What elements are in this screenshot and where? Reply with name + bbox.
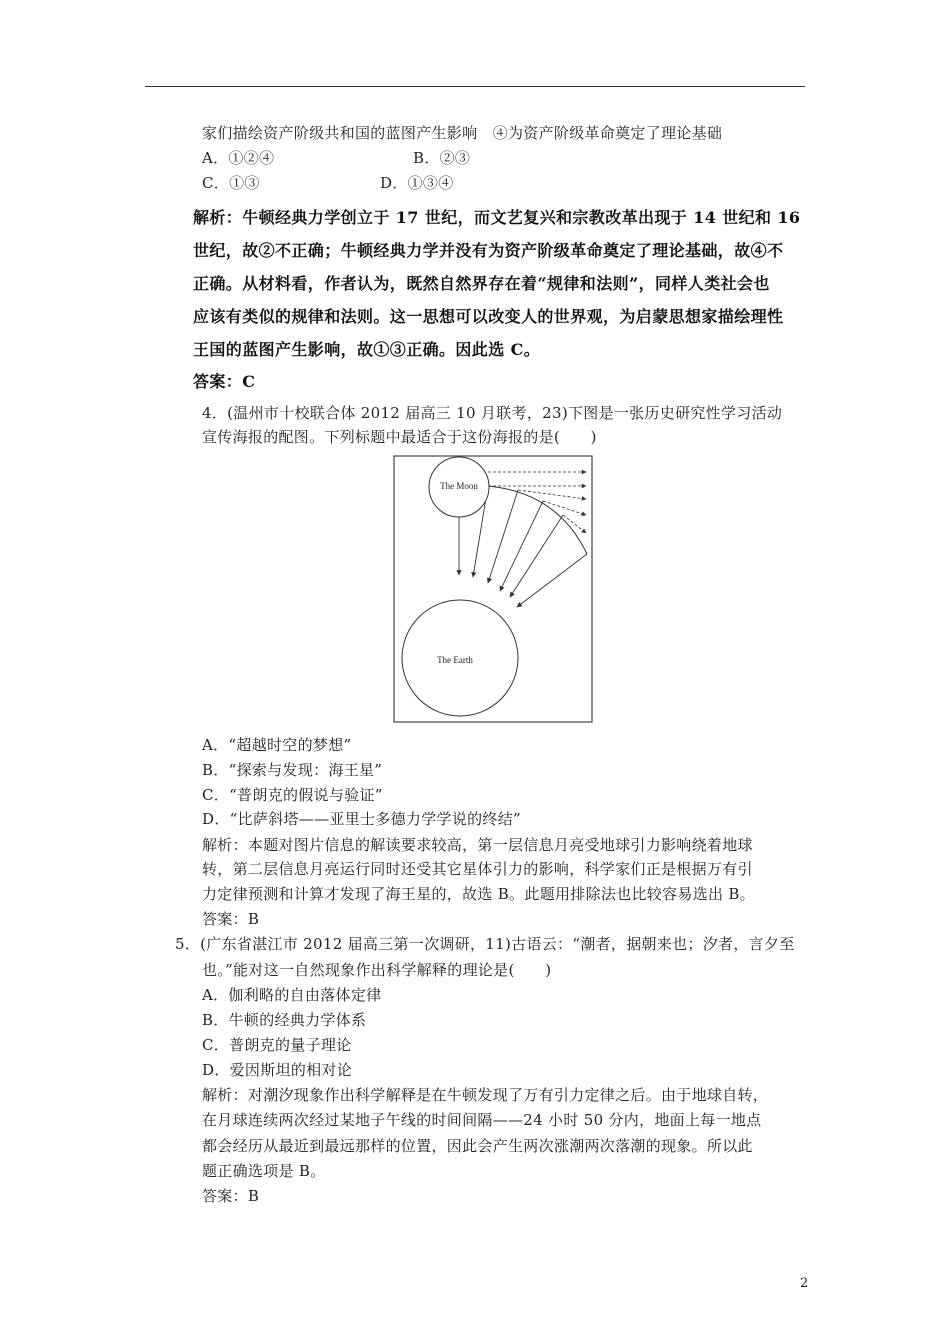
option-a: A．①②④ (202, 149, 275, 167)
page-number: 2 (800, 1276, 809, 1291)
moon-earth-figure (393, 455, 593, 723)
option-d: D．①③④ (380, 174, 454, 192)
option-b: B．②③ (413, 149, 471, 167)
option-a: A．伽利略的自由落体定律 (202, 986, 382, 1004)
explanation-line: 转，第二层信息月亮运行同时还受其它星体引力的影响，科学家们正是根据万有引 (202, 860, 753, 878)
explanation-line: 题正确选项是 B。 (202, 1162, 326, 1180)
answer-line: 答案：C (193, 372, 256, 391)
explanation-line: 都会经历从最近到最远那样的位置，因此会产生两次涨潮两次落潮的现象。所以此 (202, 1137, 753, 1155)
explanation-line: 解析：对潮汐现象作出科学解释是在牛顿发现了万有引力定律之后。由于地球自转， (202, 1086, 769, 1104)
explanation-line: 力定律预测和计算才发现了海王星的，故选 B。此题用排除法也比较容易选出 B。 (202, 885, 755, 903)
earth-label: The Earth (437, 655, 473, 665)
explanation-line: 正确。从材料看，作者认为，既然自然界存在着“规律和法则”，同样人类社会也 (193, 274, 770, 293)
header-rule (145, 86, 805, 87)
option-c: C．①③ (202, 174, 260, 192)
explanation-line: 应该有类似的规律和法则。这一思想可以改变人的世界观，为启蒙思想家描绘理性 (193, 307, 784, 326)
answer-line: 答案：B (202, 1187, 260, 1205)
answer-line: 答案：B (202, 910, 260, 928)
option-a: A．“超越时空的梦想” (202, 736, 352, 754)
option-b: B．牛顿的经典力学体系 (202, 1011, 367, 1029)
question-4-text: 宣传海报的配图。下列标题中最适合于这份海报的是( ) (202, 428, 597, 446)
option-d: D．爱因斯坦的相对论 (202, 1061, 353, 1079)
explanation-line: 解析：本题对图片信息的解读要求较高，第一层信息月亮受地球引力影响绕着地球 (202, 836, 753, 854)
moon-label: The Moon (440, 481, 478, 491)
option-d: D．“比萨斜塔——亚里士多德力学学说的终结” (202, 810, 521, 828)
question-5-text: 也。”能对这一自然现象作出科学解释的理论是( ) (202, 961, 552, 979)
explanation-line: 王国的蓝图产生影响，故①③正确。因此选 C。 (193, 340, 541, 359)
option-b: B．“探索与发现：海王星” (202, 761, 383, 779)
question-4-text: 4．(温州市十校联合体 2012 届高三 10 月联考，23)下图是一张历史研究性学习活动 (202, 404, 783, 422)
explanation-line: 解析：牛顿经典力学创立于 17 世纪，而文艺复兴和宗教改革出现于 14 世纪和 16 (193, 208, 801, 227)
question-5-text: 5．(广东省湛江市 2012 届高三第一次调研，11)古语云：“潮者，据朝来也；汐者，言夕至 (175, 935, 795, 953)
option-c: C．“普朗克的假说与验证” (202, 786, 383, 804)
option-c: C．普朗克的量子理论 (202, 1036, 352, 1054)
text-line: 家们描绘资产阶级共和国的蓝图产生影响 ④为资产阶级革命奠定了理论基础 (202, 124, 723, 142)
explanation-line: 在月球连续两次经过某地子午线的时间间隔——24 小时 50 分内，地面上每一地点 (202, 1111, 762, 1129)
explanation-line: 世纪，故②不正确；牛顿经典力学并没有为资产阶级革命奠定了理论基础，故④不 (193, 241, 784, 260)
